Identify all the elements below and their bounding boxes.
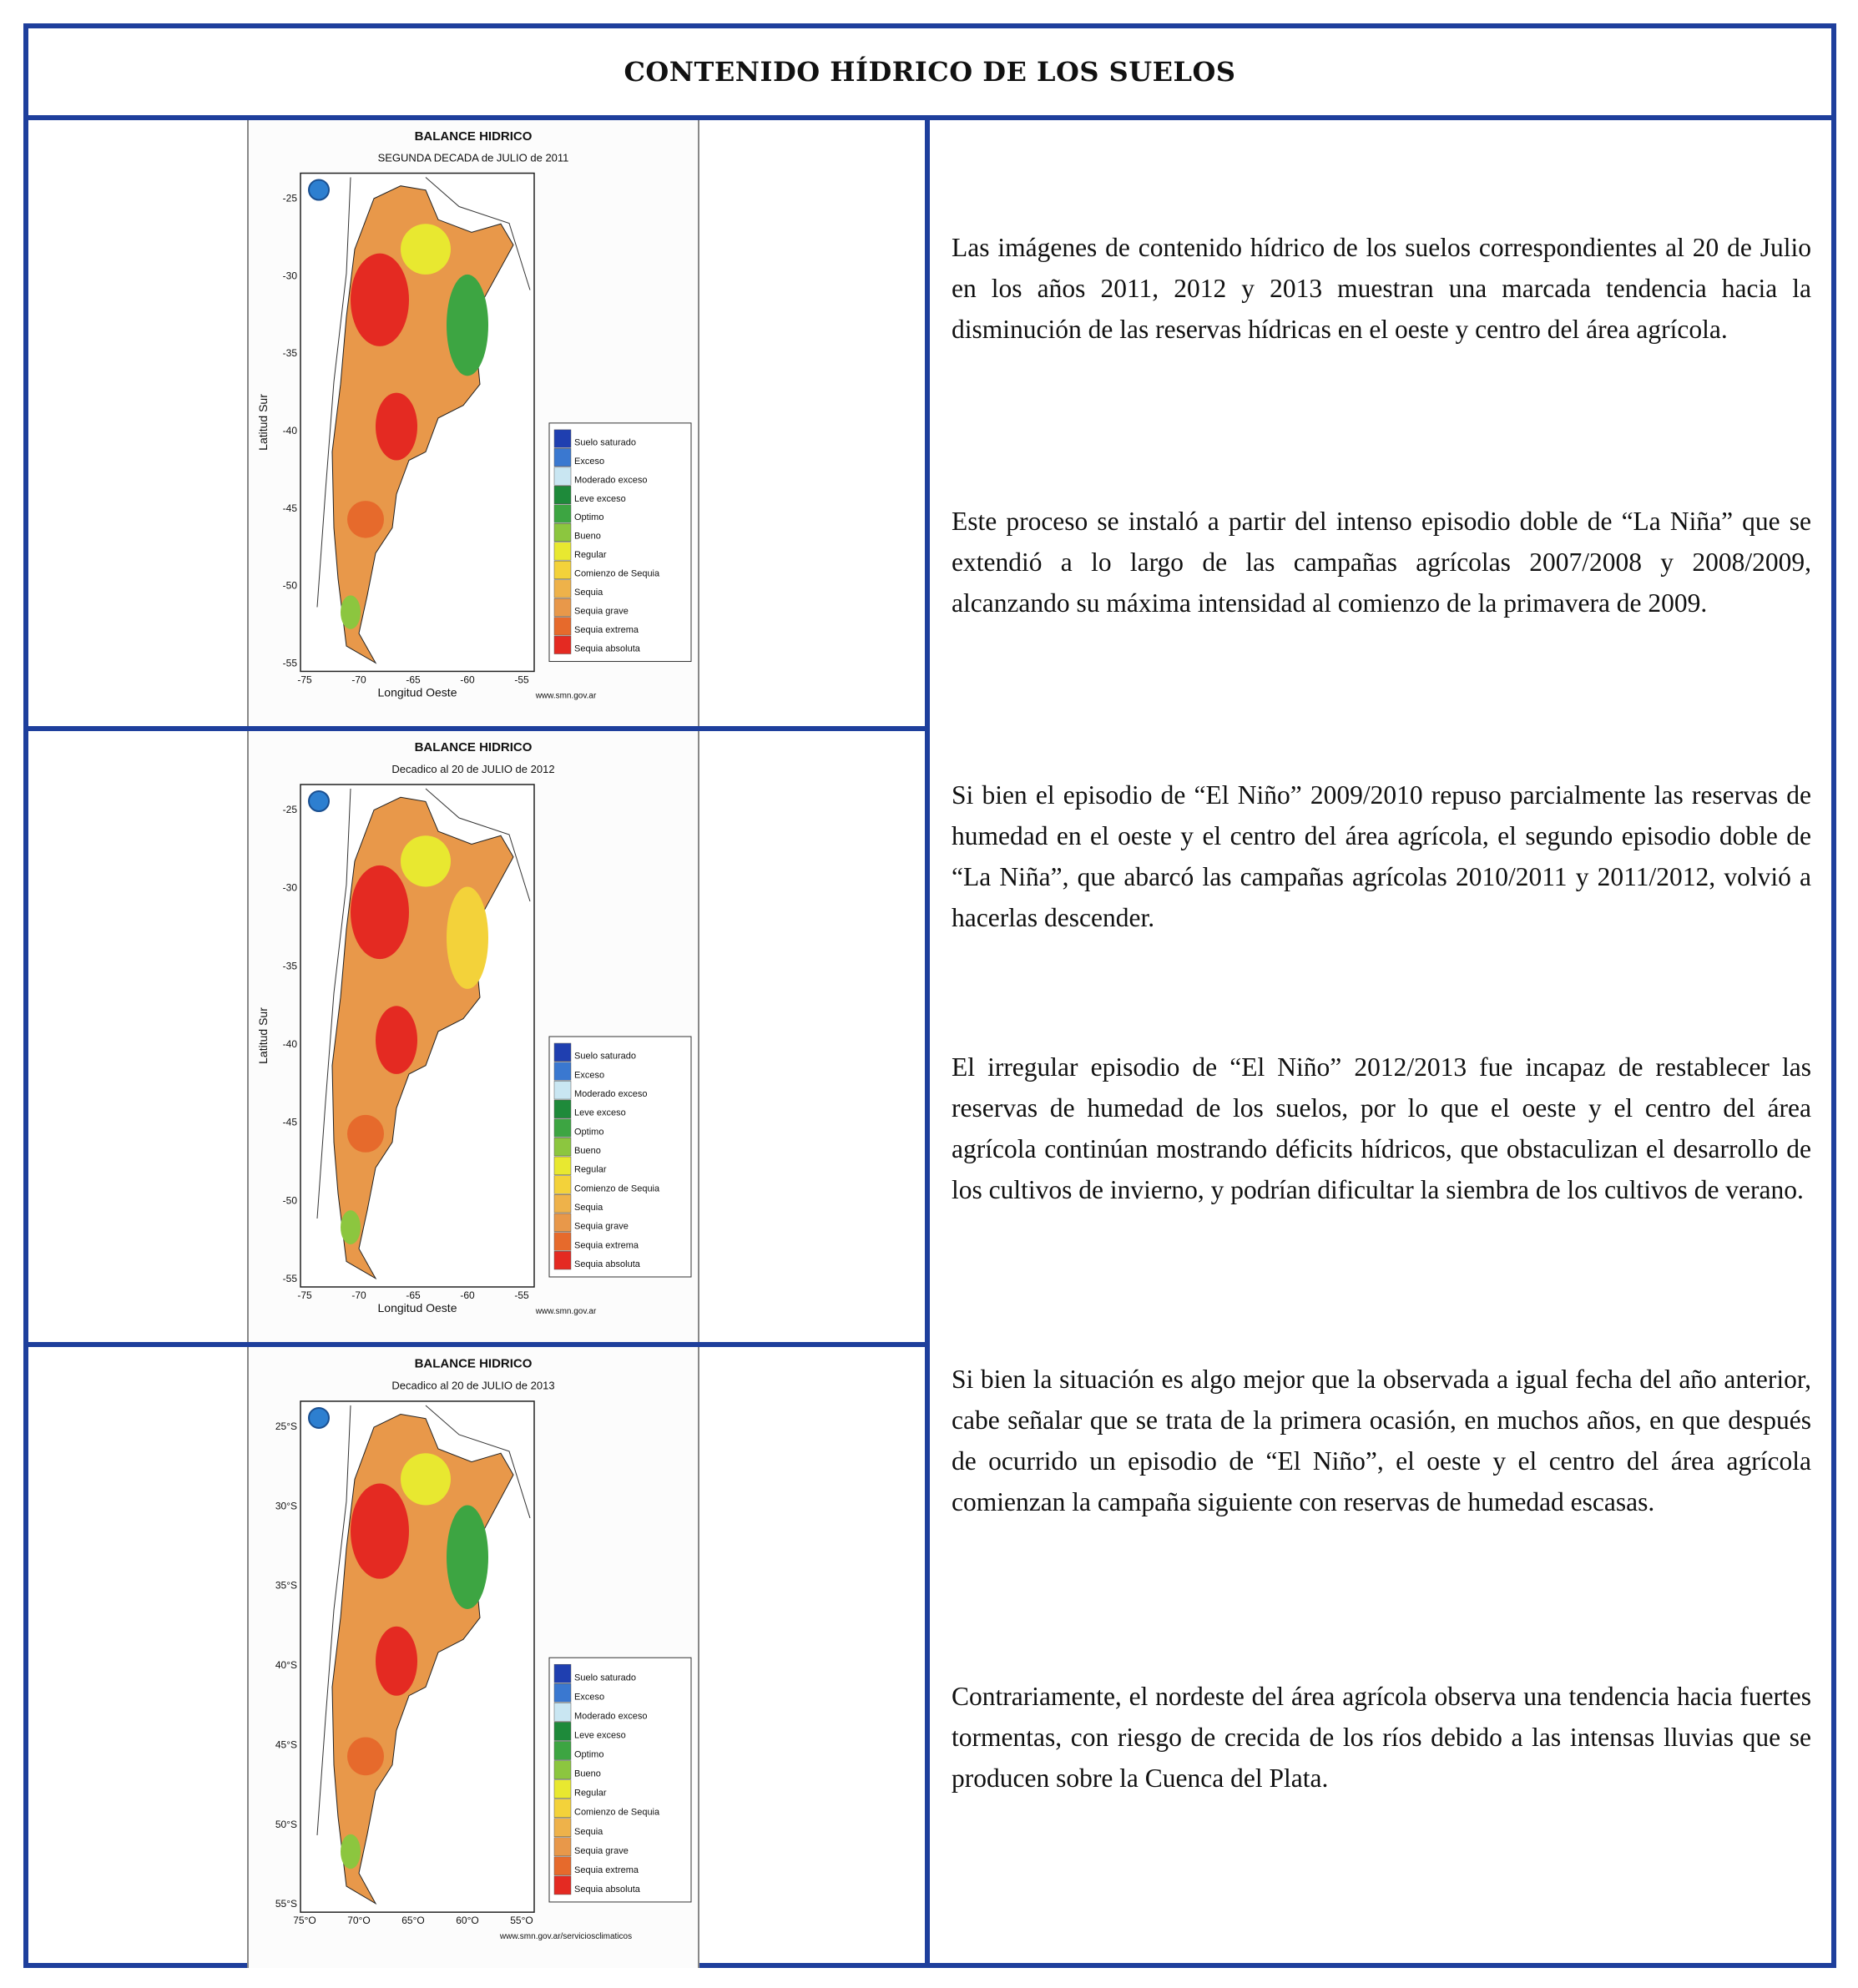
legend-label: Suelo saturado: [574, 1051, 636, 1062]
legend-label: Moderado exceso: [574, 1089, 648, 1099]
legend-swatch: [554, 1819, 571, 1837]
y-tick-label: -50: [282, 1194, 297, 1207]
legend-label: Sequia extrema: [574, 1240, 639, 1251]
y-tick-label: -50: [282, 579, 297, 592]
legend-label: Sequia: [574, 1826, 603, 1837]
moisture-zone-east: [447, 1505, 488, 1609]
y-tick-label: -30: [282, 881, 297, 894]
legend-label: Sequia grave: [574, 606, 629, 617]
moisture-zone-tierra: [341, 1834, 361, 1869]
smn-logo: [309, 791, 329, 811]
legend-label: Moderado exceso: [574, 475, 648, 486]
legend-label: Sequia extrema: [574, 1864, 639, 1875]
drought-zone-center: [376, 1006, 417, 1074]
legend-swatch: [554, 1761, 571, 1779]
y-axis-label: Latitud Sur: [256, 1007, 270, 1064]
legend-label: Bueno: [574, 531, 601, 542]
legend-swatch: [554, 1119, 571, 1138]
legend-swatch: [554, 1194, 571, 1213]
x-tick-label: 70°O: [347, 1915, 371, 1927]
x-tick-label: -60: [460, 674, 475, 686]
y-tick-label: -35: [282, 347, 297, 360]
map-panel-2012: [28, 731, 925, 1347]
legend-swatch: [554, 1062, 571, 1081]
y-tick-label: 30°S: [275, 1500, 297, 1512]
drought-zone-west: [351, 865, 409, 959]
legend-swatch: [554, 467, 571, 485]
y-tick-label: -55: [282, 1273, 297, 1284]
drought-zone-center: [376, 1627, 417, 1696]
legend-label: Comienzo de Sequia: [574, 568, 660, 579]
y-tick-label: -30: [282, 270, 297, 282]
legend-swatch: [554, 1043, 571, 1062]
map-subtitle: SEGUNDA DECADA de JULIO de 2011: [377, 151, 569, 164]
legend-swatch: [554, 1741, 571, 1759]
legend-swatch: [554, 1876, 571, 1895]
legend-swatch: [554, 542, 571, 560]
y-tick-label: -25: [282, 804, 297, 815]
legend-label: Sequia grave: [574, 1221, 629, 1232]
title-row: [28, 28, 1831, 120]
smn-logo: [309, 1408, 329, 1428]
x-tick-label: -55: [514, 1289, 529, 1301]
y-tick-label: -45: [282, 502, 297, 514]
paragraph-1: Las imágenes de contenido hídrico de los suelos correspondientes al 20 de Julio en los años 2011, 2012 y 2013 muestran una marcada tendencia hacia la disminución de las reservas hídricas en el oeste y centro del área agrícola.: [952, 233, 1811, 344]
y-tick-label: -45: [282, 1116, 297, 1128]
legend-swatch: [554, 448, 571, 466]
legend-label: Bueno: [574, 1769, 601, 1779]
source-url: www.smn.gov.ar: [535, 691, 597, 701]
legend-swatch: [554, 1100, 571, 1118]
legend-label: Regular: [574, 1164, 607, 1175]
legend-swatch: [554, 1138, 571, 1156]
legend-label: Sequia: [574, 1203, 603, 1213]
legend-swatch: [554, 580, 571, 598]
legend-swatch: [554, 1857, 571, 1875]
legend-label: Sequia extrema: [574, 625, 639, 636]
legend-swatch: [554, 1838, 571, 1856]
x-axis-label: Longitud Oeste: [377, 685, 457, 699]
map-panel-2011: [28, 120, 925, 731]
legend-swatch: [554, 636, 571, 653]
x-tick-label: -70: [351, 674, 366, 686]
drought-zone-south: [347, 1738, 384, 1776]
legend-swatch: [554, 1233, 571, 1251]
legend-swatch: [554, 523, 571, 541]
map-heading: BALANCE HIDRICO: [414, 740, 533, 754]
moisture-zone-tierra: [341, 1210, 361, 1244]
legend-swatch: [554, 486, 571, 503]
legend-swatch: [554, 598, 571, 616]
legend-swatch: [554, 618, 571, 635]
legend-label: Exceso: [574, 1692, 605, 1703]
legend-label: Leve exceso: [574, 1730, 626, 1741]
legend-label: Comienzo de Sequia: [574, 1183, 660, 1194]
y-tick-label: -40: [282, 424, 297, 436]
y-tick-label: 55°S: [275, 1898, 297, 1910]
legend-label: Comienzo de Sequia: [574, 1807, 660, 1818]
paragraph-2: Este proceso se instaló a partir del intenso episodio doble de “La Niña” que se extendió a lo largo de las campañas agrícolas 2007/2008 y 2008/2009, alcanzando su máxima intensidad al comienzo de la primavera de 2009.: [952, 507, 1811, 618]
x-axis-label: Longitud Oeste: [377, 1301, 457, 1314]
x-tick-label: -70: [351, 1289, 366, 1301]
legend-swatch: [554, 1081, 571, 1099]
x-tick-label: -55: [514, 674, 529, 686]
paragraph-5: Si bien la situación es algo mejor que la observada a igual fecha del año anterior, cabe señalar que se trata de la primera ocasión, en muchos años, en que después de ocurrido un episodio de “El Niño”, el oeste y el centro del área agrícola comienzan la campaña siguiente con reservas de humedad escasas.: [952, 1365, 1811, 1516]
legend-swatch: [554, 1664, 571, 1683]
legend-swatch: [554, 505, 571, 522]
moisture-zone-north: [401, 1453, 451, 1505]
y-tick-label: 45°S: [275, 1738, 297, 1751]
moisture-zone-tierra: [341, 595, 361, 628]
y-tick-label: 35°S: [275, 1579, 297, 1592]
legend-swatch: [554, 1213, 571, 1232]
x-tick-label: 65°O: [401, 1915, 425, 1927]
legend-label: Exceso: [574, 456, 605, 467]
paragraph-6: Contrariamente, el nordeste del área agrícola observa una tendencia hacia fuertes tormentas, con riesgo de crecida de los ríos debido a las intensas lluvias que se producen sobre la Cuenca del Plata.: [952, 1682, 1811, 1793]
map-subtitle: Decadico al 20 de JULIO de 2012: [391, 763, 555, 775]
legend-swatch: [554, 1703, 571, 1721]
x-tick-label: -60: [460, 1289, 475, 1301]
x-tick-label: -65: [406, 1289, 421, 1301]
x-tick-label: -65: [406, 674, 421, 686]
legend-swatch: [554, 1799, 571, 1818]
smn-logo: [309, 180, 329, 200]
legend-swatch: [554, 1683, 571, 1702]
legend-label: Sequia absoluta: [574, 1884, 640, 1895]
x-tick-label: 75°O: [293, 1915, 316, 1927]
legend-swatch: [554, 1176, 571, 1194]
y-tick-label: -40: [282, 1038, 297, 1050]
y-axis-label: Latitud Sur: [256, 394, 270, 451]
map-box: [247, 731, 699, 1342]
legend-label: Leve exceso: [574, 1108, 626, 1118]
legend-label: Optimo: [574, 1127, 604, 1138]
legend-label: Moderado exceso: [574, 1711, 648, 1722]
x-tick-label: 55°O: [510, 1915, 533, 1927]
legend-label: Sequia: [574, 588, 603, 598]
moisture-zone-east: [447, 275, 488, 376]
x-tick-label: 60°O: [456, 1915, 479, 1927]
y-tick-label: 50°S: [275, 1818, 297, 1830]
map-panel-2013: [28, 1347, 925, 1968]
legend-swatch: [554, 1157, 571, 1175]
map-box: [247, 120, 699, 726]
map-heading: BALANCE HIDRICO: [414, 1356, 533, 1371]
page-title: CONTENIDO HÍDRICO DE LOS SUELOS: [624, 56, 1236, 88]
legend-swatch: [554, 1251, 571, 1269]
y-tick-label: -55: [282, 657, 297, 669]
source-url: www.smn.gov.ar: [535, 1307, 597, 1316]
legend-label: Sequia grave: [574, 1845, 629, 1856]
drought-zone-west: [351, 254, 409, 346]
y-tick-label: -25: [282, 192, 297, 204]
moisture-zone-east: [447, 886, 488, 988]
drought-zone-center: [376, 393, 417, 461]
legend-swatch: [554, 1780, 571, 1799]
moisture-zone-north: [401, 835, 451, 886]
legend-label: Bueno: [574, 1146, 601, 1156]
x-tick-label: -75: [297, 674, 312, 686]
legend-label: Exceso: [574, 1070, 605, 1081]
legend-label: Leve exceso: [574, 493, 626, 504]
x-tick-label: -75: [297, 1289, 312, 1301]
legend-label: Optimo: [574, 512, 604, 523]
paragraph-4: El irregular episodio de “El Niño” 2012/2013 fue incapaz de restablecer las reservas de humedad de los suelos, por lo que el oeste y el centro del área agrícola continúan mostrando déficits hídricos, que obstaculizan el desarrollo de los cultivos de invierno, y podrían dificultar la siembra de los cultivos de verano.: [952, 1052, 1811, 1204]
legend-label: Regular: [574, 550, 607, 561]
legend-label: Suelo saturado: [574, 1673, 636, 1683]
maps-column: [28, 120, 930, 1963]
map-box: [247, 1347, 699, 1968]
legend-label: Sequia absoluta: [574, 643, 640, 654]
source-url: www.smn.gov.ar/serviciosclimaticos: [499, 1932, 633, 1942]
report-frame: [23, 23, 1836, 1968]
legend-swatch: [554, 430, 571, 447]
y-tick-label: 40°S: [275, 1659, 297, 1672]
legend-label: Optimo: [574, 1749, 604, 1760]
y-tick-label: 25°S: [275, 1420, 297, 1432]
y-tick-label: -35: [282, 960, 297, 972]
legend-label: Regular: [574, 1788, 607, 1799]
drought-zone-south: [347, 501, 384, 538]
moisture-zone-north: [401, 224, 451, 275]
paragraph-3: Si bien el episodio de “El Niño” 2009/2010 repuso parcialmente las reservas de humedad en el oeste y el centro del área agrícola, el segundo episodio doble de “La Niña”, que abarcó las campañas agrícolas 2010/2011 y 2011/2012, volvió a hacerlas descender.: [952, 780, 1811, 932]
legend-swatch: [554, 561, 571, 578]
map-heading: BALANCE HIDRICO: [414, 129, 533, 144]
legend-label: Sequia absoluta: [574, 1259, 640, 1269]
legend-swatch: [554, 1722, 571, 1740]
text-column: [930, 120, 1831, 1963]
drought-zone-south: [347, 1115, 384, 1153]
legend-label: Suelo saturado: [574, 437, 636, 448]
drought-zone-west: [351, 1484, 409, 1579]
map-subtitle: Decadico al 20 de JULIO de 2013: [391, 1379, 555, 1392]
